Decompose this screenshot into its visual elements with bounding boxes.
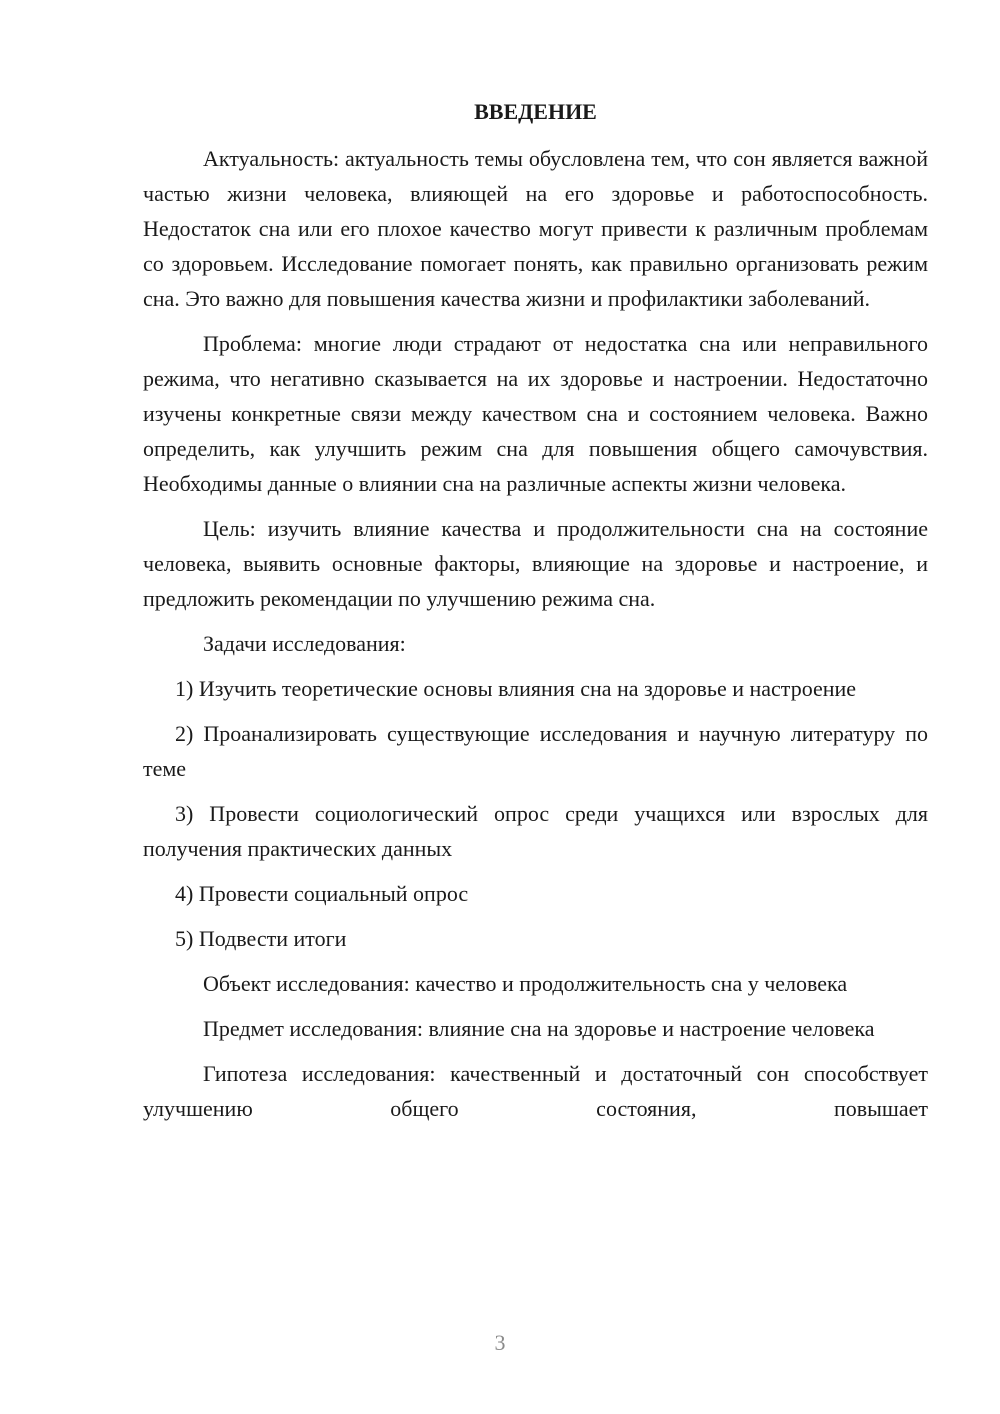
task-item-1: 1) Изучить теоретические основы влияния сна на здоровье и настроение [175,676,857,701]
task-item-3: 3) Провести социологический опрос среди учащихся или взрослых для получения практических данных [143,801,928,861]
hypothesis-paragraph: Гипотеза исследования: качественный и достаточный сон способствует улучшению общего состояния, повышает [143,1061,928,1121]
research-object-paragraph: Объект исследования: качество и продолжительность сна у человека [203,971,848,996]
research-subject-paragraph: Предмет исследования: влияние сна на здоровье и настроение человека [203,1016,875,1041]
task-item-2: 2) Проанализировать существующие исследования и научную литературу по теме [143,721,928,781]
problem-paragraph: Проблема: многие люди страдают от недостатка сна или неправильного режима, что негативно сказывается на их здоровье и настроении. Недостаточно изучены конкретные связи между качеством сна и состоянием человека. Важно определить, как улучшить режим сна для повышения общего самочувствия. Необходимы данные о влиянии сна на различные аспекты жизни человека. [143,331,928,496]
relevance-paragraph: Актуальность: актуальность темы обусловлена тем, что сон является важной частью жизни человека, влияющей на его здоровье и работоспособность. Недостаток сна или его плохое качество могут привести к различным проблемам со здоровьем. Исследование помогает понять, как правильно организовать режим сна. Это важно для повышения качества жизни и профилактики заболеваний. [143,146,928,311]
section-title: ВВЕДЕНИЕ [474,99,597,124]
page-number: 3 [494,1330,506,1355]
tasks-heading: Задачи исследования: [203,631,406,656]
task-item-5: 5) Подвести итоги [175,926,347,951]
goal-paragraph: Цель: изучить влияние качества и продолжительности сна на состояние человека, выявить основные факторы, влияющие на здоровье и настроение, и предложить рекомендации по улучшению режима сна. [143,516,928,611]
task-item-4: 4) Провести социальный опрос [175,881,469,906]
document-page [143,94,928,1136]
